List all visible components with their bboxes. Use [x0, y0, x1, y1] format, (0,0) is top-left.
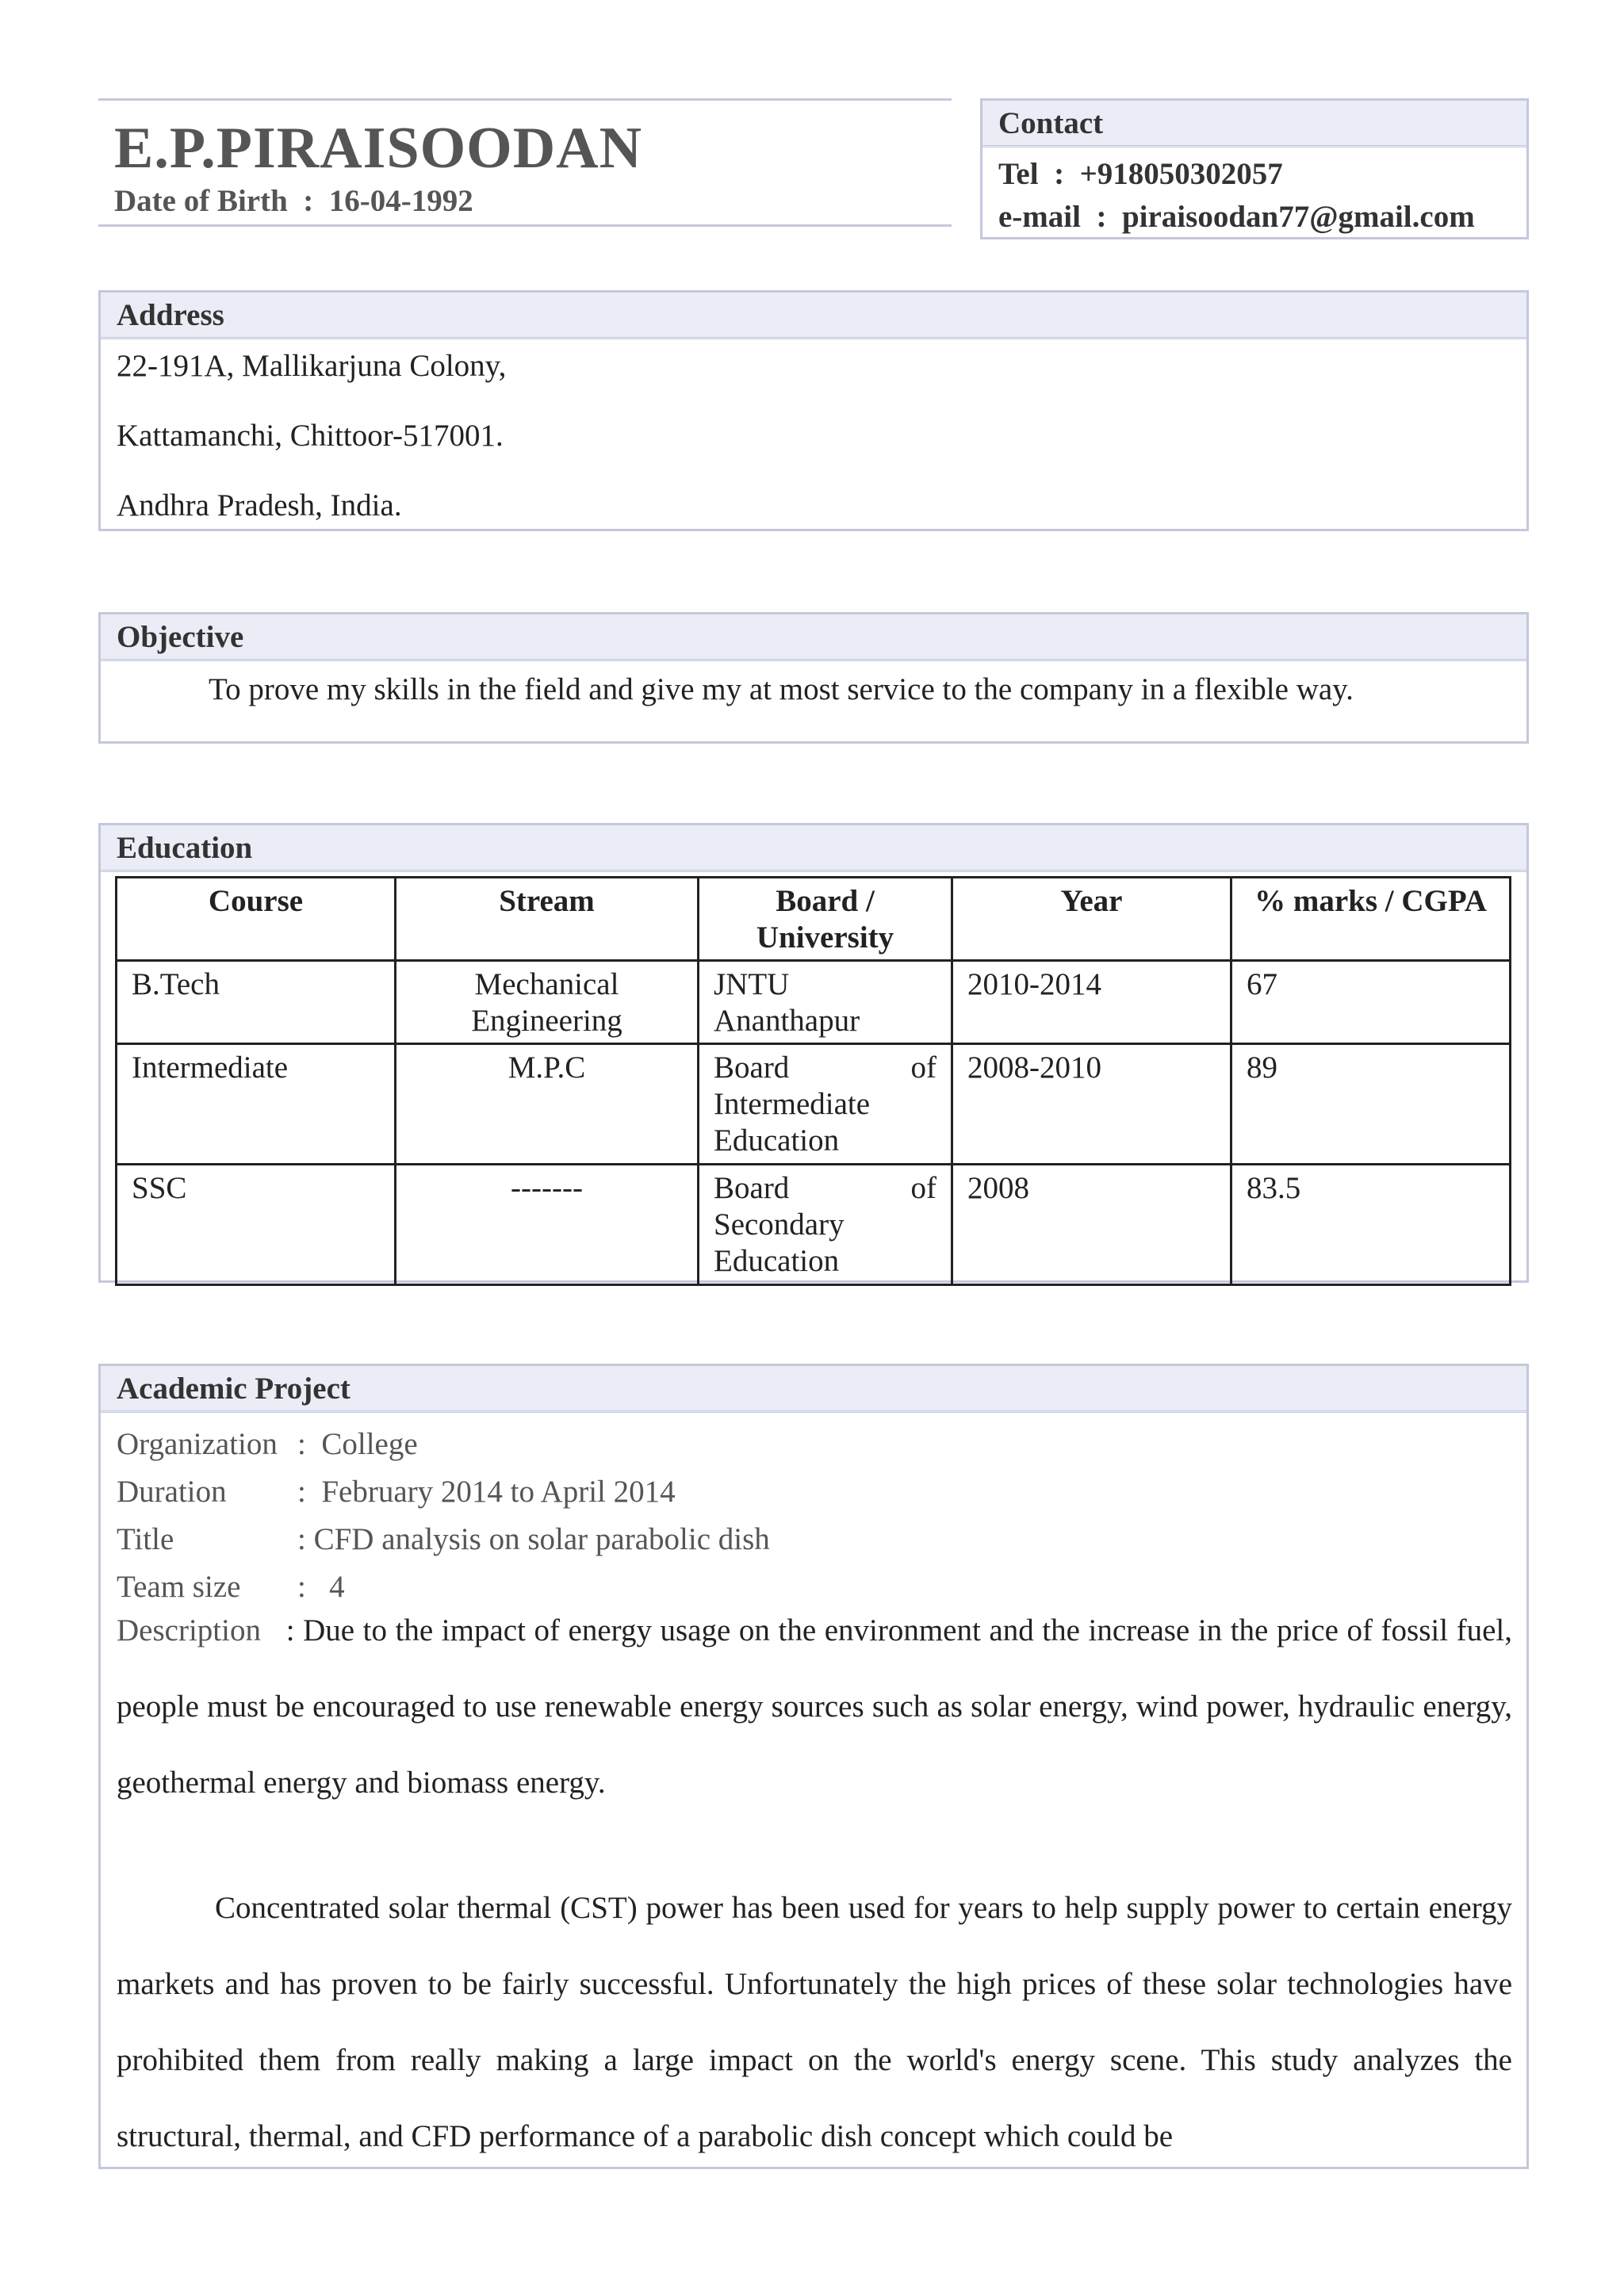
- col-stream: Stream: [396, 878, 699, 961]
- dob-label: Date of Birth: [114, 184, 288, 218]
- title-label: Title: [117, 1522, 174, 1556]
- address-line-3: Andhra Pradesh, India.: [117, 488, 402, 522]
- education-section: [98, 823, 1529, 1283]
- title-value: : CFD analysis on solar parabolic dish: [297, 1522, 770, 1556]
- col-course: Course: [117, 878, 396, 961]
- email-label: e-mail: [998, 200, 1081, 234]
- cell-marks: 83.5: [1231, 1165, 1511, 1285]
- description-paragraph-2: Concentrated solar thermal (CST) power has been used for years to help supply power to certain energy markets and has proven to be fairly successful. Unfortunately the high prices of these solar technologies have prohibited them from really making a large impact on the world's energy scene. This study analyzes the structural, thermal, and CFD performance of a parabolic dish concept which could be: [117, 1891, 1512, 2153]
- cell-marks: 67: [1231, 961, 1511, 1044]
- contact-email: e-mail : piraisoodan77@gmail.com: [998, 200, 1475, 234]
- team-size-value: : 4: [297, 1570, 345, 1604]
- team-size-label: Team size: [117, 1570, 241, 1604]
- cell-course: SSC: [117, 1165, 396, 1285]
- cell-board: Board of Secondary Education: [699, 1165, 952, 1285]
- cell-course: B.Tech: [117, 961, 396, 1044]
- candidate-name: E.P.PIRAISOODAN: [114, 116, 643, 181]
- address-line-1: 22-191A, Mallikarjuna Colony,: [117, 349, 507, 383]
- cell-stream: M.P.C: [396, 1044, 699, 1165]
- name-block: [98, 98, 952, 227]
- table-header-row: [117, 878, 1511, 961]
- cell-year: 2010-2014: [952, 961, 1231, 1044]
- col-marks: % marks / CGPA: [1231, 878, 1511, 961]
- education-table: [115, 876, 1511, 1286]
- email-value[interactable]: piraisoodan77@gmail.com: [1121, 200, 1475, 234]
- objective-section: [98, 612, 1529, 744]
- address-section: [98, 290, 1529, 531]
- contact-section: [980, 98, 1529, 239]
- address-heading: Address: [101, 293, 1526, 339]
- duration-label: Duration: [117, 1475, 227, 1509]
- description-text-1: Due to the impact of energy usage on the environment and the increase in the price of fossil fuel, people must be encouraged to use renewable energy sources such as solar energy, wind power, hydraulic energy, geothermal energy and biomass energy.: [117, 1613, 1512, 1800]
- organization-value: : College: [297, 1427, 418, 1461]
- table-row: [117, 961, 1511, 1044]
- contact-heading: Contact: [982, 101, 1526, 147]
- tel-label: Tel: [998, 157, 1039, 191]
- organization-label: Organization: [117, 1427, 278, 1461]
- dob-value: 16-04-1992: [328, 184, 473, 218]
- cell-year: 2008-2010: [952, 1044, 1231, 1165]
- tel-value: +918050302057: [1079, 157, 1283, 191]
- cell-stream: -------: [396, 1165, 699, 1285]
- col-year: Year: [952, 878, 1231, 961]
- cell-stream: Mechanical Engineering: [396, 961, 699, 1044]
- objective-heading: Objective: [101, 614, 1526, 661]
- description-paragraph-1: Description : Due to the impact of energy usage on the environment and the increase in the price of fossil fuel, people must be encouraged to use renewable energy sources such as solar energy, wind power, hydraulic energy, geothermal energy and biomass energy.: [117, 1613, 1512, 1800]
- objective-text: To prove my skills in the field and give my at most service to the company in a flexible way.: [209, 672, 1354, 706]
- academic-project-section: [98, 1364, 1529, 2169]
- project-heading: Academic Project: [101, 1366, 1526, 1413]
- table-row: [117, 1165, 1511, 1285]
- description-label: Description: [117, 1613, 261, 1647]
- date-of-birth: Date of Birth : 16-04-1992: [114, 184, 473, 218]
- cell-board: Board of Intermediate Education: [699, 1044, 952, 1165]
- cell-board: JNTU Ananthapur: [699, 961, 952, 1044]
- cell-marks: 89: [1231, 1044, 1511, 1165]
- address-line-2: Kattamanchi, Chittoor-517001.: [117, 419, 504, 453]
- cell-year: 2008: [952, 1165, 1231, 1285]
- contact-tel: Tel : +918050302057: [998, 157, 1283, 191]
- education-heading: Education: [101, 825, 1526, 872]
- cell-course: Intermediate: [117, 1044, 396, 1165]
- table-row: [117, 1044, 1511, 1165]
- duration-value: : February 2014 to April 2014: [297, 1475, 676, 1509]
- col-board: Board / University: [699, 878, 952, 961]
